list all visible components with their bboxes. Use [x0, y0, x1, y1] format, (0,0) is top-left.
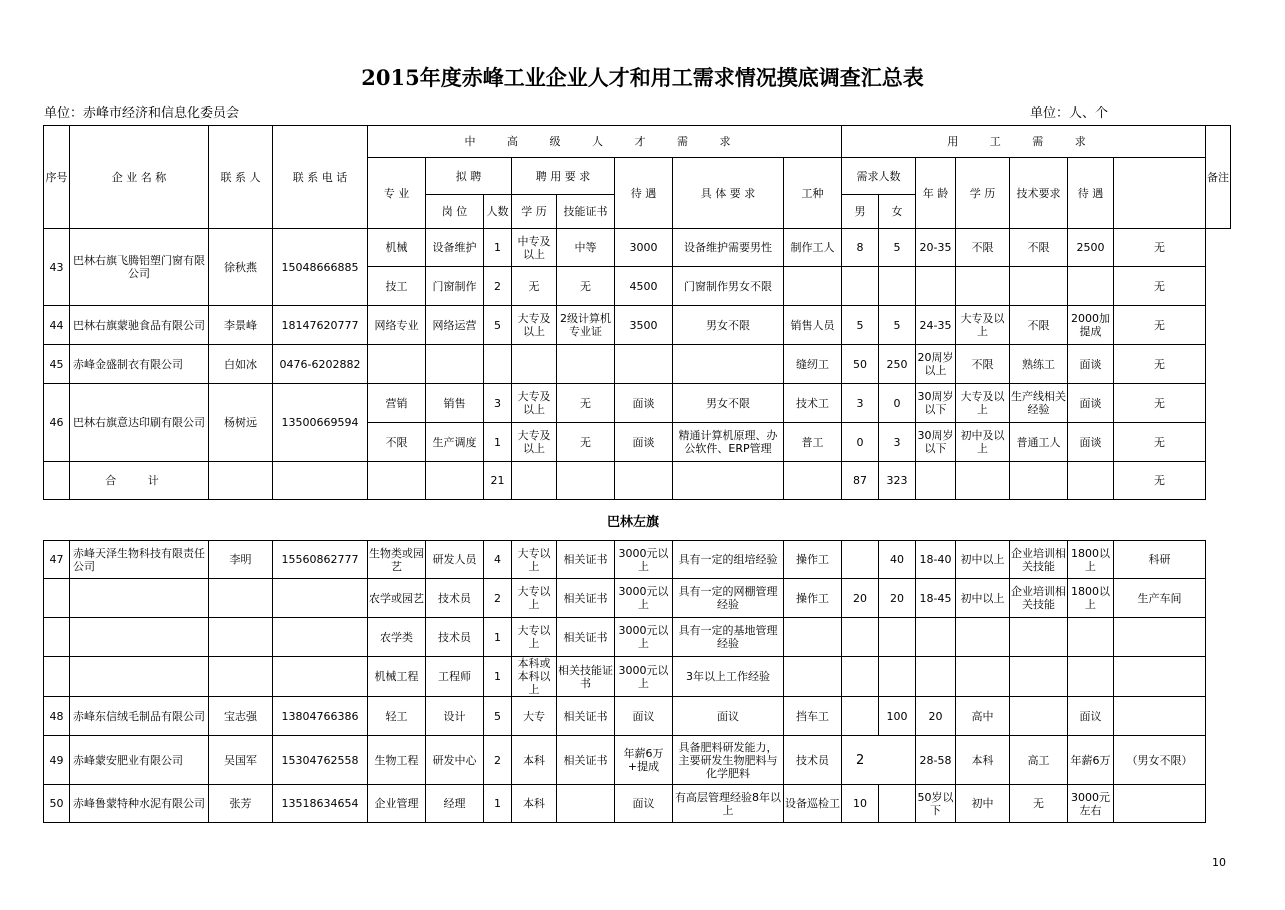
cell-tech: 不限 — [1010, 229, 1068, 267]
cell-count: 3 — [484, 384, 512, 423]
cell-pay: 面议 — [615, 785, 673, 823]
table-row — [44, 306, 1231, 345]
cell-age: 30周岁以下 — [916, 423, 956, 462]
cell-edu2: 大专及以上 — [956, 384, 1010, 423]
cell-age: 18-45 — [916, 579, 956, 618]
cell-count: 5 — [484, 306, 512, 345]
cell-pay: 3000元以上 — [615, 579, 673, 618]
total-label: 合 计 — [70, 462, 209, 500]
header-talent: 中 高 级 人 才 需 求 — [368, 126, 842, 158]
cell-cert: 相关证书 — [557, 736, 615, 785]
header-phone: 联 系 电 话 — [273, 126, 368, 229]
cell-contact: 张芳 — [209, 785, 273, 823]
cell-detail: 具有一定的基地管理经验 — [673, 618, 784, 657]
cell-company: 赤峰金盛制衣有限公司 — [70, 345, 209, 384]
cell-female: 40 — [879, 541, 916, 579]
cell-company: 巴林右旗飞腾铝塑门窗有限公司 — [70, 229, 209, 306]
cell-cert: 相关证书 — [557, 579, 615, 618]
cell-contact: 李明 — [209, 541, 273, 579]
cell-edu2: 初中及以上 — [956, 423, 1010, 462]
cell-edu2: 不限 — [956, 345, 1010, 384]
cell-tech: 企业培训相关技能 — [1010, 579, 1068, 618]
cell-worktype: 操作工 — [784, 541, 842, 579]
header-post: 岗 位 — [426, 195, 484, 229]
cell-tech: 普通工人 — [1010, 423, 1068, 462]
cell-contact: 宝志强 — [209, 697, 273, 736]
cell-edu: 大专 — [512, 697, 557, 736]
cell-post: 设计 — [426, 697, 484, 736]
cell-cert: 2级计算机专业证 — [557, 306, 615, 345]
cell-tech: 高工 — [1010, 736, 1068, 785]
cell-phone: 15304762558 — [273, 736, 368, 785]
cell-male: 20 — [842, 579, 879, 618]
cell-pay: 面谈 — [615, 384, 673, 423]
cell-worktype: 设备巡检工 — [784, 785, 842, 823]
cell-major: 机械 — [368, 229, 426, 267]
page-title: 2015年度赤峰工业企业人才和用工需求情况摸底调查汇总表 — [361, 65, 924, 90]
cell-male: 8 — [842, 229, 879, 267]
cell-count: 1 — [484, 229, 512, 267]
cell-pay2: 面谈 — [1068, 345, 1114, 384]
header-count: 人数 — [484, 195, 512, 229]
cell-phone: 13518634654 — [273, 785, 368, 823]
cell-post: 网络运营 — [426, 306, 484, 345]
cell-pay2: 面议 — [1068, 697, 1114, 736]
cell-company: 赤峰鲁蒙特种水泥有限公司 — [70, 785, 209, 823]
cell-female: 250 — [879, 345, 916, 384]
cell-edu2: 不限 — [956, 229, 1010, 267]
cell-age: 30周岁以下 — [916, 384, 956, 423]
cell-company: 赤峰天泽生物科技有限责任公司 — [70, 541, 209, 579]
cell-edu: 大专以上 — [512, 541, 557, 579]
cell-female: 5 — [879, 306, 916, 345]
table-row — [44, 541, 1206, 579]
cell-cert: 无 — [557, 267, 615, 306]
header-cert: 技能证书 — [557, 195, 615, 229]
table-row — [44, 229, 1231, 267]
cell-post: 经理 — [426, 785, 484, 823]
cell-contact: 杨树远 — [209, 384, 273, 462]
cell-pay2: 年薪6万 — [1068, 736, 1114, 785]
cell-age: 50岁以下 — [916, 785, 956, 823]
cell-seq: 48 — [44, 697, 70, 736]
cell-post: 研发中心 — [426, 736, 484, 785]
summary-table-2 — [43, 540, 1206, 823]
cell-worktype: 技术员 — [784, 736, 842, 785]
cell-cert: 相关证书 — [557, 618, 615, 657]
cell-detail: 具备肥料研发能力，主要研发生物肥料与化学肥料 — [673, 736, 784, 785]
cell-seq: 43 — [44, 229, 70, 306]
cell-post: 技术员 — [426, 618, 484, 657]
cell-remark: 无 — [1114, 345, 1206, 384]
header-worktype: 工种 — [784, 158, 842, 229]
cell-count: 2 — [484, 736, 512, 785]
cell-contact: 李景峰 — [209, 306, 273, 345]
cell-post: 生产调度 — [426, 423, 484, 462]
total-male: 87 — [842, 462, 879, 500]
cell-major: 农学类 — [368, 618, 426, 657]
total-row — [44, 462, 1231, 500]
cell-post: 设备维护 — [426, 229, 484, 267]
cell-worktype: 制作工人 — [784, 229, 842, 267]
cell-female: 0 — [879, 384, 916, 423]
header-detail: 具 体 要 求 — [673, 158, 784, 229]
cell-company: 巴林右旗意达印刷有限公司 — [70, 384, 209, 462]
cell-female: 100 — [879, 697, 916, 736]
table-row — [44, 345, 1231, 384]
total-count: 21 — [484, 462, 512, 500]
cell-detail: 面议 — [673, 697, 784, 736]
header-pay2: 待 遇 — [1068, 158, 1114, 229]
cell-post: 门窗制作 — [426, 267, 484, 306]
cell-cert: 相关证书 — [557, 697, 615, 736]
table-row — [44, 697, 1206, 736]
cell-remark: 生产车间 — [1114, 579, 1206, 618]
cell-post: 研发人员 — [426, 541, 484, 579]
cell-count: 2 — [484, 267, 512, 306]
cell-post: 技术员 — [426, 579, 484, 618]
cell-detail: 3年以上工作经验 — [673, 657, 784, 697]
cell-worktype: 普工 — [784, 423, 842, 462]
cell-age: 20 — [916, 697, 956, 736]
cell-tech: 生产线相关经验 — [1010, 384, 1068, 423]
cell-tech: 熟练工 — [1010, 345, 1068, 384]
cell-major: 机械工程 — [368, 657, 426, 697]
cell-male: 5 — [842, 306, 879, 345]
cell-contact: 吴国军 — [209, 736, 273, 785]
cell-remark: 无 — [1114, 229, 1206, 267]
cell-company: 巴林右旗蒙驰食品有限公司 — [70, 306, 209, 345]
cell-edu: 大专及以上 — [512, 306, 557, 345]
cell-seq: 47 — [44, 541, 70, 579]
cell-remark: 无 — [1114, 267, 1206, 306]
cell-detail: 男女不限 — [673, 384, 784, 423]
cell-detail: 设备维护需要男性 — [673, 229, 784, 267]
page-number: 10 — [1212, 856, 1226, 869]
cell-tech: 不限 — [1010, 306, 1068, 345]
cell-detail: 男女不限 — [673, 306, 784, 345]
cell-male: 3 — [842, 384, 879, 423]
header-recruit: 拟 聘 — [426, 158, 512, 195]
cell-edu2: 大专及以上 — [956, 306, 1010, 345]
cell-seq: 44 — [44, 306, 70, 345]
unit-right: 单位：人、个 — [1030, 106, 1109, 121]
cell-remark: （男女不限） — [1114, 736, 1206, 785]
summary-table-1 — [43, 125, 1231, 500]
cell-seq: 49 — [44, 736, 70, 785]
cell-phone: 13500669594 — [273, 384, 368, 462]
cell-pay: 面议 — [615, 697, 673, 736]
cell-worktype: 技术工 — [784, 384, 842, 423]
cell-cert: 无 — [557, 384, 615, 423]
cell-count: 1 — [484, 618, 512, 657]
header-remark: 备注 — [1206, 126, 1231, 229]
cell-count: 1 — [484, 423, 512, 462]
cell-pay2: 1800以上 — [1068, 579, 1114, 618]
cell-pay2: 2000加提成 — [1068, 306, 1114, 345]
cell-male: 50 — [842, 345, 879, 384]
cell-pay2: 2500 — [1068, 229, 1114, 267]
cell-count: 5 — [484, 697, 512, 736]
cell-seq: 50 — [44, 785, 70, 823]
cell-worktype: 操作工 — [784, 579, 842, 618]
cell-post: 销售 — [426, 384, 484, 423]
cell-cert: 相关技能证书 — [557, 657, 615, 697]
cell-phone: 18147620777 — [273, 306, 368, 345]
cell-phone: 15560862777 — [273, 541, 368, 579]
cell-edu: 本科 — [512, 785, 557, 823]
cell-edu: 中专及以上 — [512, 229, 557, 267]
header-need: 需求人数 — [842, 158, 916, 195]
cell-pay2: 3000元左右 — [1068, 785, 1114, 823]
header-male: 男 — [842, 195, 879, 229]
cell-major: 生物类或园艺 — [368, 541, 426, 579]
cell-pay: 年薪6万+提成 — [615, 736, 673, 785]
cell-contact: 白如冰 — [209, 345, 273, 384]
cell-company: 赤峰蒙安肥业有限公司 — [70, 736, 209, 785]
cell-pay2: 1800以上 — [1068, 541, 1114, 579]
cell-edu: 大专及以上 — [512, 423, 557, 462]
cell-seq: 46 — [44, 384, 70, 462]
cell-tech: 无 — [1010, 785, 1068, 823]
cell-pay2: 面谈 — [1068, 384, 1114, 423]
cell-female: 3 — [879, 423, 916, 462]
cell-age: 18-40 — [916, 541, 956, 579]
table-row — [44, 618, 1206, 657]
cell-edu: 大专及以上 — [512, 384, 557, 423]
cell-major: 网络专业 — [368, 306, 426, 345]
cell-edu2: 初中 — [956, 785, 1010, 823]
header-labor: 用 工 需 求 — [842, 126, 1206, 158]
cell-age: 28-58 — [916, 736, 956, 785]
header-major: 专 业 — [368, 158, 426, 229]
section-title: 巴林左旗 — [606, 515, 659, 530]
cell-edu: 本科或本科以上 — [512, 657, 557, 697]
cell-male: 0 — [842, 423, 879, 462]
cell-phone: 0476-6202882 — [273, 345, 368, 384]
cell-seq: 45 — [44, 345, 70, 384]
cell-edu: 大专以上 — [512, 579, 557, 618]
cell-detail: 具有一定的组培经验 — [673, 541, 784, 579]
cell-major: 企业管理 — [368, 785, 426, 823]
cell-remark: 无 — [1114, 423, 1206, 462]
cell-edu2: 高中 — [956, 697, 1010, 736]
cell-major: 轻工 — [368, 697, 426, 736]
cell-count: 4 — [484, 541, 512, 579]
cell-tech: 企业培训相关技能 — [1010, 541, 1068, 579]
cell-phone: 15048666885 — [273, 229, 368, 306]
cell-pay: 4500 — [615, 267, 673, 306]
cell-detail: 具有一定的网棚管理经验 — [673, 579, 784, 618]
cell-male: 10 — [842, 785, 879, 823]
cell-post: 工程师 — [426, 657, 484, 697]
cell-edu: 无 — [512, 267, 557, 306]
cell-pay: 3000元以上 — [615, 657, 673, 697]
cell-edu: 本科 — [512, 736, 557, 785]
cell-female: 20 — [879, 579, 916, 618]
cell-count: 2 — [484, 579, 512, 618]
cell-pay: 3000元以上 — [615, 541, 673, 579]
cell-cert: 相关证书 — [557, 541, 615, 579]
cell-company: 赤峰东信绒毛制品有限公司 — [70, 697, 209, 736]
table-row — [44, 657, 1206, 697]
header-contact: 联 系 人 — [209, 126, 273, 229]
cell-pay: 3000元以上 — [615, 618, 673, 657]
cell-worktype: 销售人员 — [784, 306, 842, 345]
cell-detail: 精通计算机原理、办公软件、ERP管理 — [673, 423, 784, 462]
cell-age: 20-35 — [916, 229, 956, 267]
cell-remark: 无 — [1114, 384, 1206, 423]
header-req: 聘 用 要 求 — [512, 158, 615, 195]
cell-worktype: 缝纫工 — [784, 345, 842, 384]
cell-edu: 大专以上 — [512, 618, 557, 657]
table-row — [44, 384, 1231, 423]
cell-cert: 无 — [557, 423, 615, 462]
cell-major: 生物工程 — [368, 736, 426, 785]
table-row — [44, 736, 1206, 785]
cell-edu2: 初中以上 — [956, 579, 1010, 618]
cell-male: 2 — [842, 736, 916, 785]
cell-pay2: 面谈 — [1068, 423, 1114, 462]
cell-age: 20周岁以上 — [916, 345, 956, 384]
table-row — [44, 785, 1206, 823]
header-company: 企 业 名 称 — [70, 126, 209, 229]
total-female: 323 — [879, 462, 916, 500]
cell-edu2: 初中以上 — [956, 541, 1010, 579]
cell-female: 5 — [879, 229, 916, 267]
cell-major: 营销 — [368, 384, 426, 423]
cell-remark: 科研 — [1114, 541, 1206, 579]
total-remark: 无 — [1114, 462, 1206, 500]
cell-detail: 有高层管理经验8年以上 — [673, 785, 784, 823]
cell-contact: 徐秋燕 — [209, 229, 273, 306]
header-age: 年 龄 — [916, 158, 956, 229]
cell-worktype: 挡车工 — [784, 697, 842, 736]
cell-pay: 面谈 — [615, 423, 673, 462]
cell-detail: 门窗制作男女不限 — [673, 267, 784, 306]
cell-phone: 13804766386 — [273, 697, 368, 736]
cell-pay: 3500 — [615, 306, 673, 345]
cell-major: 技工 — [368, 267, 426, 306]
cell-pay: 3000 — [615, 229, 673, 267]
cell-count: 1 — [484, 785, 512, 823]
header-female: 女 — [879, 195, 916, 229]
table-row — [44, 579, 1206, 618]
header-pay: 待 遇 — [615, 158, 673, 229]
header-seq: 序号 — [44, 126, 70, 229]
header-tech: 技术要求 — [1010, 158, 1068, 229]
cell-remark: 无 — [1114, 306, 1206, 345]
cell-major: 农学或园艺 — [368, 579, 426, 618]
cell-age: 24-35 — [916, 306, 956, 345]
cell-edu2: 本科 — [956, 736, 1010, 785]
cell-cert: 中等 — [557, 229, 615, 267]
unit-left: 单位：赤峰市经济和信息化委员会 — [44, 106, 240, 121]
cell-major: 不限 — [368, 423, 426, 462]
header-edu: 学 历 — [956, 158, 1010, 229]
cell-count: 1 — [484, 657, 512, 697]
header-edu1: 学 历 — [512, 195, 557, 229]
